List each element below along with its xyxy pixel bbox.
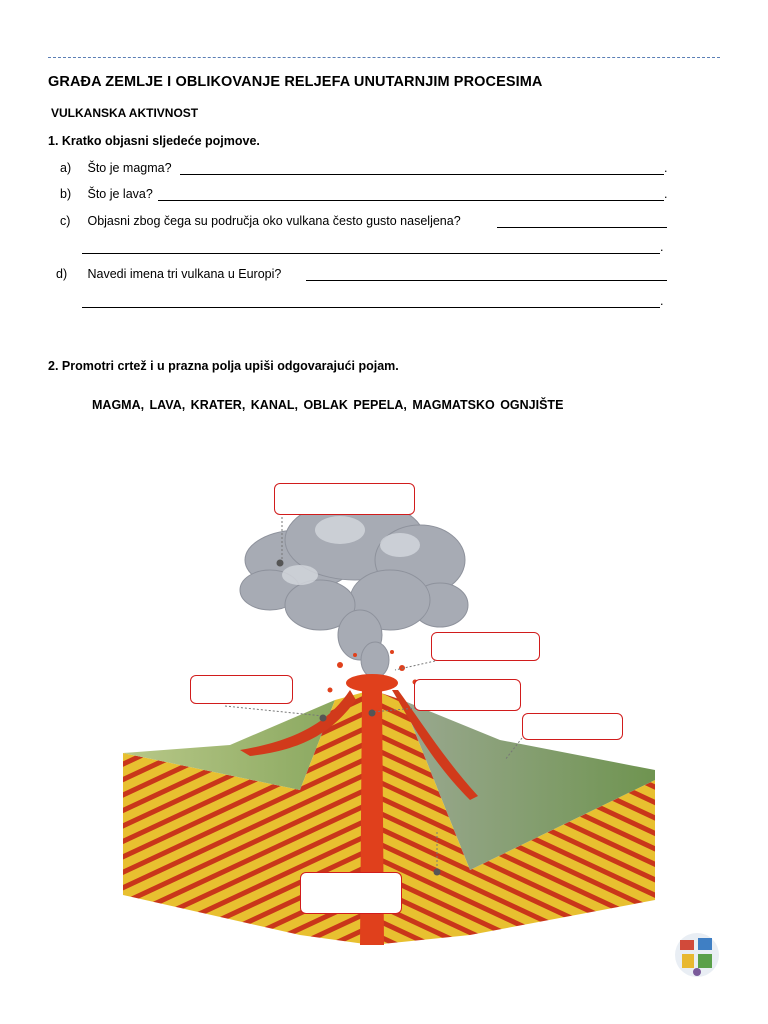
end-mark: . bbox=[660, 240, 664, 254]
item-label: b) bbox=[60, 187, 72, 201]
item-text: Što je magma? bbox=[87, 161, 172, 175]
corner-logo-icon bbox=[670, 928, 724, 982]
answer-box-ash-cloud[interactable] bbox=[274, 483, 415, 515]
item-text: Što je lava? bbox=[87, 187, 153, 201]
answer-box-magma[interactable] bbox=[522, 713, 623, 740]
question-1: 1. Kratko objasni sljedeće pojmove. bbox=[48, 134, 260, 148]
item-label: c) bbox=[60, 214, 71, 228]
item-label: d) bbox=[56, 267, 68, 281]
answer-box-crater[interactable] bbox=[431, 632, 540, 661]
answer-box-lava[interactable] bbox=[190, 675, 293, 704]
end-mark: . bbox=[664, 161, 668, 175]
page-title: GRAĐA ZEMLJE I OBLIKOVANJE RELJEFA UNUTARNJIM PROCESIMA bbox=[48, 74, 543, 90]
end-mark: . bbox=[660, 294, 664, 308]
answer-box-magma-chamber[interactable] bbox=[300, 872, 402, 914]
item-label: a) bbox=[60, 161, 72, 175]
word-bank: MAGMA, LAVA, KRATER, KANAL, OBLAK PEPELA, MAGMATSKO OGNJIŠTE bbox=[92, 398, 564, 412]
item-text: Navedi imena tri vulkana u Europi? bbox=[87, 267, 282, 281]
end-mark: . bbox=[664, 187, 668, 201]
item-text: Objasni zbog čega su područja oko vulkana često gusto naseljena? bbox=[87, 214, 461, 228]
section-subtitle: VULKANSKA AKTIVNOST bbox=[51, 106, 199, 120]
answer-box-vent[interactable] bbox=[414, 679, 521, 711]
question-2: 2. Promotri crtež i u prazna polja upiši odgovarajući pojam. bbox=[48, 359, 399, 373]
